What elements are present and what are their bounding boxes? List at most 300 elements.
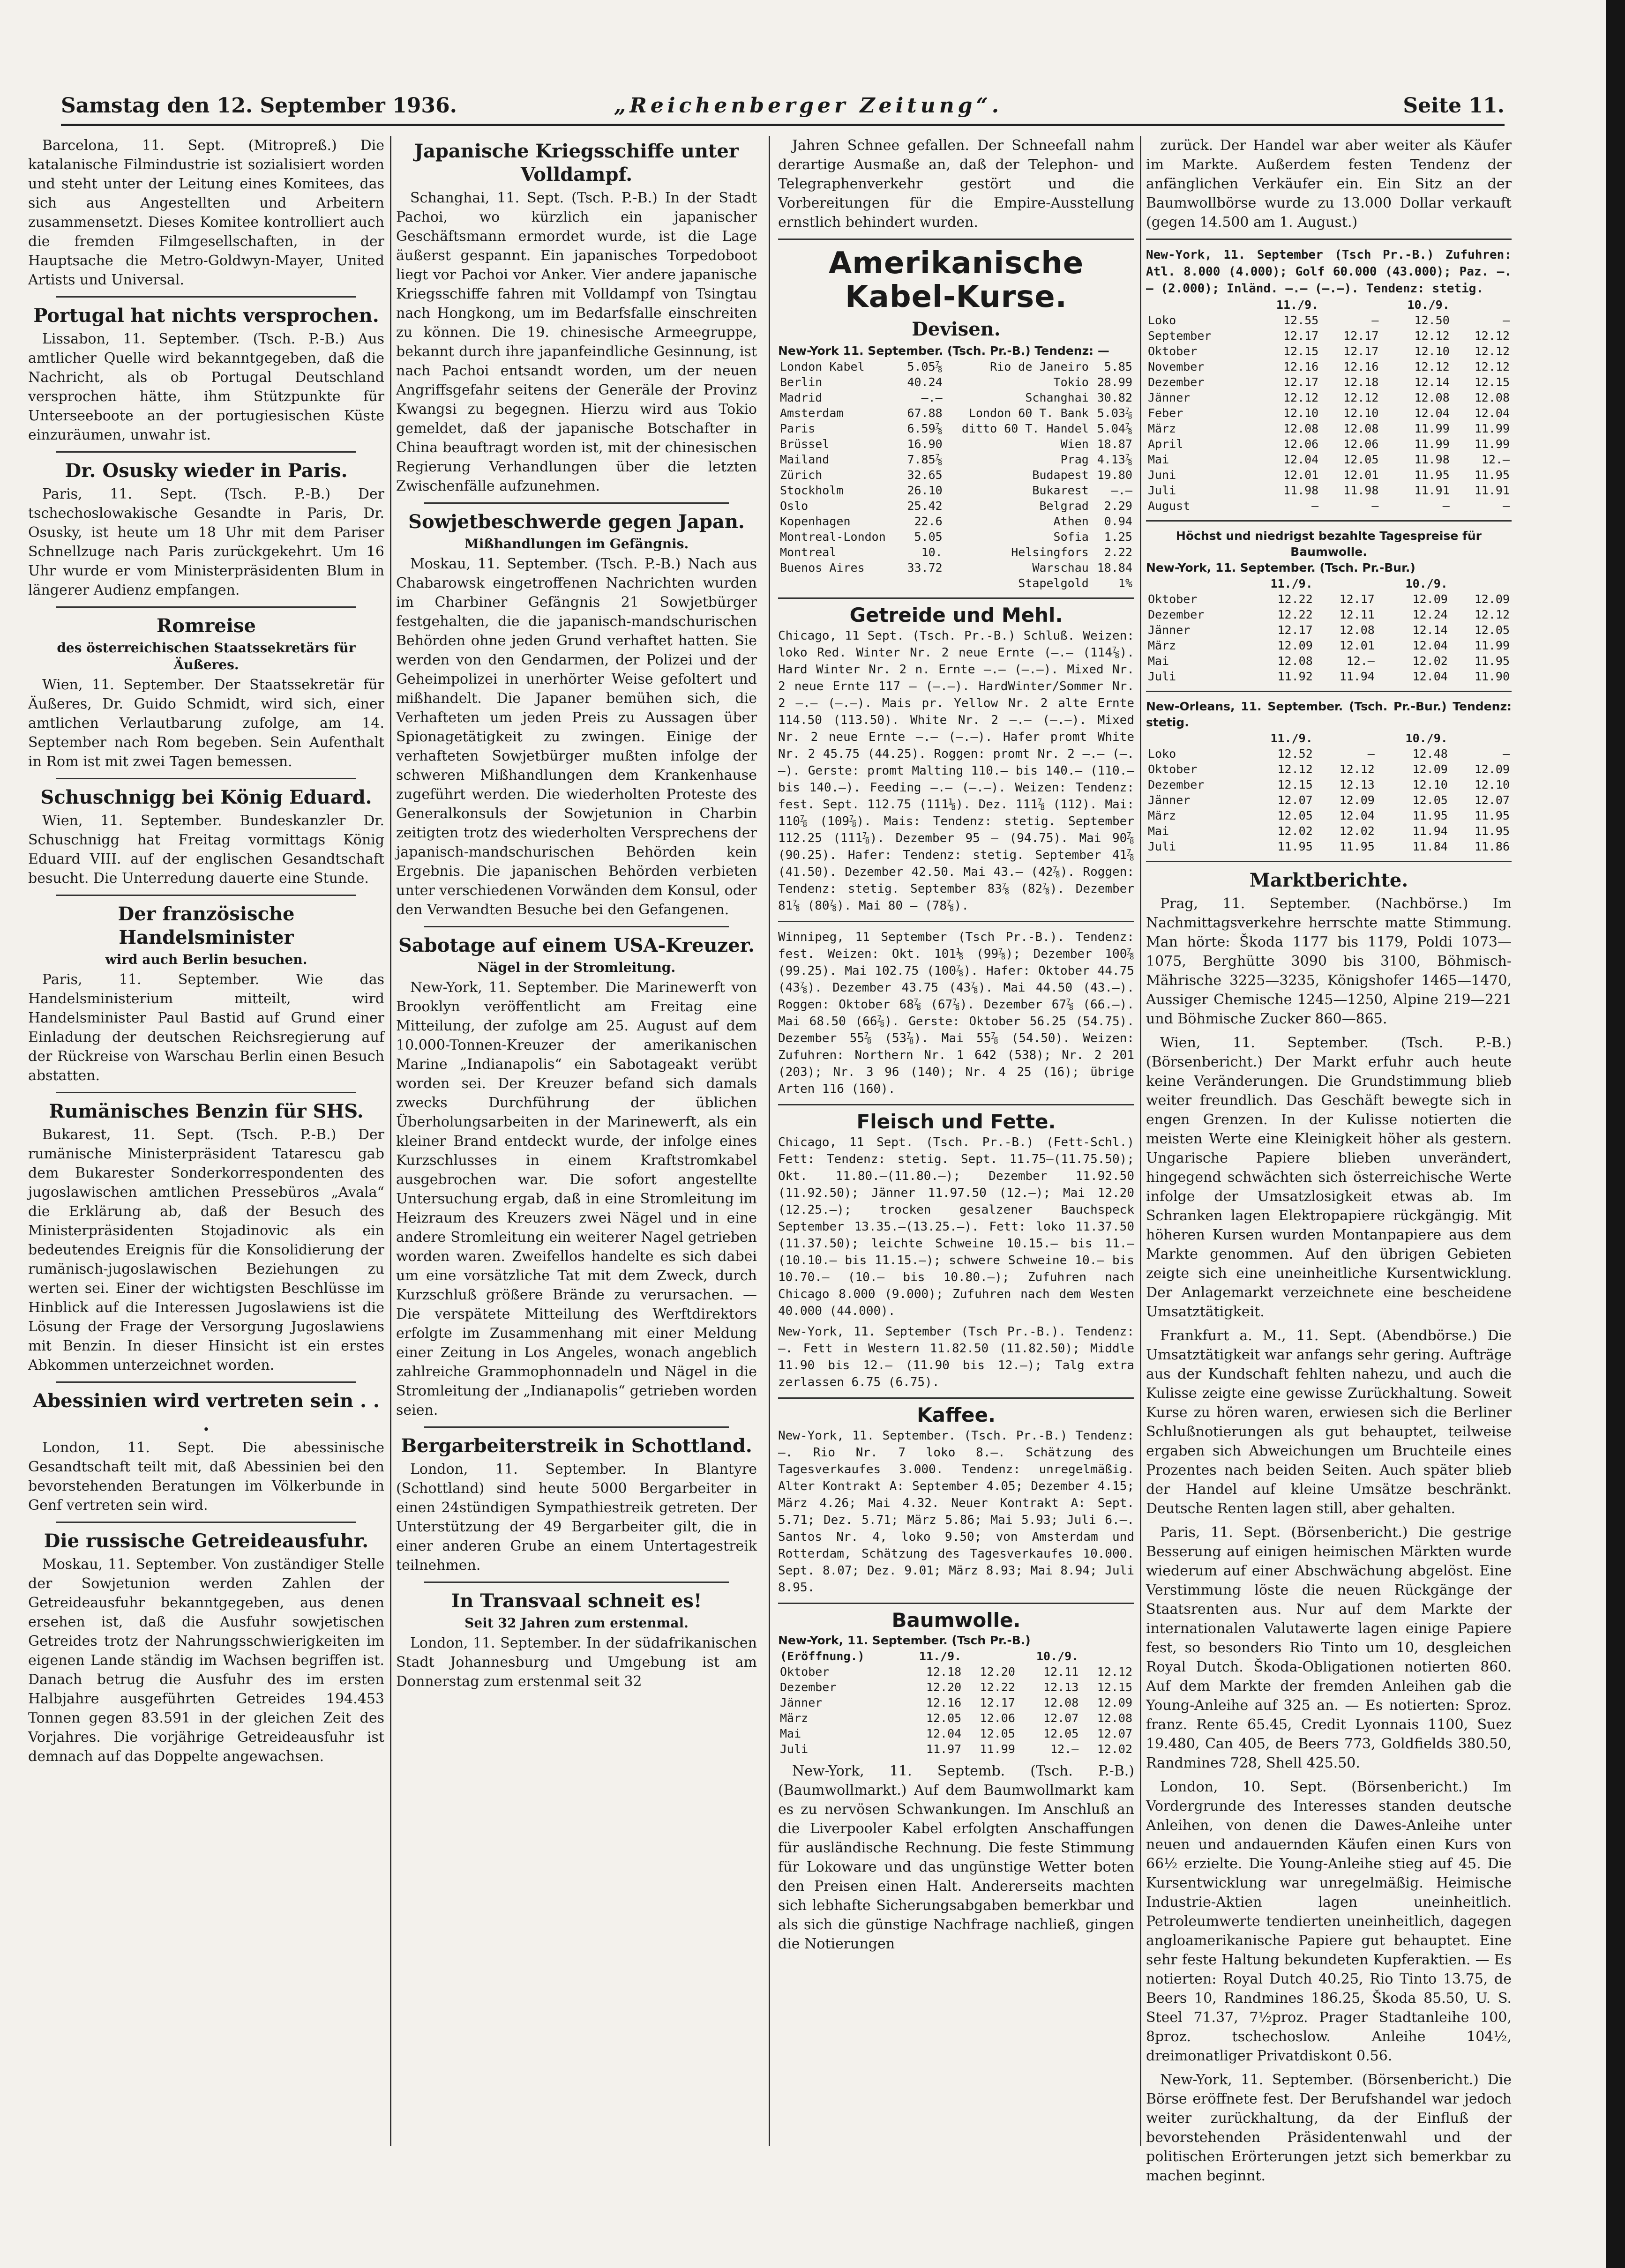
divider <box>778 1104 1134 1105</box>
table-cell: 12.12 <box>1343 391 1379 404</box>
table-cell: 12.04 <box>1283 453 1319 466</box>
table-cell: 12.09 <box>1277 639 1313 652</box>
table-cell: April <box>1148 437 1183 451</box>
baumwolle-table <box>778 1649 1134 1757</box>
table-cell: 11.91 <box>1414 484 1450 497</box>
table-header-cell: 10./9. <box>1036 1649 1079 1663</box>
table-cell: 11.99 <box>980 1742 1015 1756</box>
table-cell: 12.— <box>1050 1742 1079 1756</box>
table-row <box>1146 808 1512 823</box>
article-text: Lissabon, 11. September. (Tsch. P.-B.) Aus amtlicher Quelle wird bekanntgegeben, daß die Nachricht, als ob Portugal Deutschland versprochen hätte, ihm Stützpunkte für Unterseeboote an der portugiesischen Küste einzuräumen, unwahr ist. <box>28 331 384 443</box>
table-row <box>1146 359 1512 374</box>
getreide-headline: Getreide und Mehl. <box>849 604 1063 627</box>
table-cell: 12.08 <box>1097 1711 1132 1725</box>
table-cell: 5.04⅞ <box>1097 422 1132 435</box>
divider <box>56 296 356 298</box>
table-cell: 11.95 <box>1277 840 1313 853</box>
article-subheadline: Mißhandlungen im Gefängnis. <box>464 536 689 552</box>
table-row <box>1146 328 1512 343</box>
article-text: Paris, 11. Sept. (Tsch. P.-B.) Der tschechoslowakische Gesandte in Paris, Dr. Osusky, ist heute um 18 Uhr mit dem Pariser Schnellzuge nach Paris zurückgekehrt. Um 16 Uhr wurde er vom Ministerpräsidenten Blum in längerer Audienz empfangen. <box>28 486 384 598</box>
table-row <box>778 483 1134 498</box>
table-row <box>1146 653 1512 669</box>
table-row <box>1146 669 1512 684</box>
article-headline: Der französische Handelsminister <box>118 903 295 948</box>
divider <box>778 1397 1134 1399</box>
table-cell: 12.12 <box>1474 608 1510 621</box>
table-row <box>1146 421 1512 436</box>
table-row <box>778 436 1134 452</box>
table-cell: — <box>1311 499 1319 513</box>
article-text: Moskau, 11. September. Von zuständiger Stelle der Sowjetunion werden Zahlen der Getreideausfuhr bekanntgegeben, aus denen ersehen ist, daß die Ausfuhr sowjetischen Getreides trotz der Nahrungsschwierigkeiten im eigenen Lande ständig im Wachsen begriffen ist. Danach betrug die Ausfuhr des im ersten Halbjahre ausgeführten Getreides 194.453 Tonnen gegen 83.591 in der gleichen Zeit des Vorjahres. Die vorjährige Getreideausfuhr ist demnach auf das Doppelte angewachsen. <box>28 1556 384 1765</box>
table-cell: 32.65 <box>907 468 943 482</box>
table-cell: 1.25 <box>1104 530 1132 544</box>
table-cell: Tokio <box>1053 375 1089 389</box>
article-subheadline: des österreichischen Staatssekretärs für Äußeres. <box>57 640 356 672</box>
table-header-cell: 10./9. <box>1405 577 1448 590</box>
article-headline: Japanische Kriegsschiffe unter Volldampf. <box>414 140 739 186</box>
table-cell: — <box>1502 747 1510 761</box>
table-cell: 11.99 <box>1474 437 1510 451</box>
table-row <box>778 529 1134 545</box>
table-cell: — <box>1502 499 1510 513</box>
kabel-header: New-York 11. September. (Tsch. Pr.-B.) Tendenz: — <box>778 344 1109 358</box>
table-cell: März <box>1148 639 1176 652</box>
table-cell: Brüssel <box>780 437 830 451</box>
table-row <box>1146 622 1512 638</box>
table-cell: London 60 T. Bank <box>968 406 1089 420</box>
table-row <box>778 1664 1134 1679</box>
table-cell: — <box>1442 499 1450 513</box>
divider <box>1146 239 1512 240</box>
divider <box>56 778 356 779</box>
table-cell: Oslo <box>780 499 809 513</box>
table-cell: 12.04 <box>1414 406 1450 420</box>
table-cell: Juli <box>1148 840 1176 853</box>
table-row <box>1146 591 1512 607</box>
article <box>396 934 757 1420</box>
column-1 <box>28 136 384 2156</box>
article <box>28 614 384 771</box>
masthead <box>61 94 1505 126</box>
table-header-cell: 11./9. <box>1270 731 1313 745</box>
table-cell: Loko <box>1148 313 1176 327</box>
table-row <box>1146 343 1512 359</box>
table-cell: 12.02 <box>1412 654 1448 668</box>
table-cell: 12.04 <box>1339 809 1375 822</box>
table-cell: 12.13 <box>1043 1680 1079 1694</box>
table-cell: 12.12 <box>1339 762 1375 776</box>
table-cell: 11.95 <box>1474 824 1510 838</box>
markt-report: Wien, 11. September. (Tsch. P.-B.) (Börsenbericht.) Der Markt erfuhr auch heute keine Veränderungen. Die Grundstimmung blieb weiter freundlich. Das Geschäft bewegte sich in engen Grenzen. In der Kulisse notierten die meisten Werte eine Kleinigkeit höher als gestern. Ungarische Papiere blieben unverändert, hingegend schwächten sich österreichische Werte infolge der Umsatzlosigkeit etwas ab. Im Schranken lagen Elektropapiere rückgängig. Mit höheren Kursen wurden Montanpapiere aus dem Markte genommen. Auf den übrigen Gebieten zeigte sich eine uneinheitliche Kursentwicklung. Der Anlagemarkt verzeichnete eine bescheidene Umsatztätigkeit. <box>1146 1035 1512 1320</box>
table-cell: Mai <box>1148 453 1169 466</box>
fleisch-report: Chicago, 11 Sept. (Tsch. Pr.-B.) (Fett-Schl.) Fett: Tendenz: stetig. Sept. 11.75—(11.75.50); Okt. 11.80.—(11.80.—); Dezember 11.92.50 (11.92.50); Jänner 11.97.50 (12.—); Mai 12.20 (12.25.—); trocken gesalzener Bauchspeck September 13.35.—(13.25.—). Fett: loko 11.37.50 (11.37.50); leichte Schweine 10.15.— bis 11.—(10.10.— bis 11.15.—); schwere Schweine 10.— bis 10.70.— (10.— bis 10.80.—); Zufuhren nach Chicago 8.000 (9.000); Zufuhren nach dem Westen 40.000 (44.000). <box>778 1135 1134 1318</box>
table-cell: 12.— <box>1481 453 1510 466</box>
table-header-cell <box>1146 576 1242 591</box>
divider <box>1146 691 1512 692</box>
markt-report: Paris, 11. Sept. (Börsenbericht.) Die gestrige Besserung auf einigen heimischen Märkten wurde wiederum auf einer Abschwächung abgelöst. Eine Verstimmung löste die neuen Rückgänge der Staatsrenten aus. Nur auf dem Markte der internationalen Valutawerte lagen einige Papiere fest, so besonders Rio Tinto um 10, desgleichen Royal Dutch. Škoda-Obligationen notierten 860. Auf dem Markte der fremden Anleihen gab die Young-Anleihe auf 325 an. — Es notierten: Sproz. franz. Rente 65.45, Credit Lyonnais 1100, Suez 19.480, Can 405, de Beers 773, Goldfields 380.50, Randmines 728, Shell 425.50. <box>1146 1524 1512 1771</box>
table-cell: 12.05 <box>1277 809 1313 822</box>
table-cell: 12.10 <box>1474 778 1510 791</box>
table-cell: Montreal <box>780 545 837 559</box>
divider <box>424 926 729 927</box>
table-row <box>1146 792 1512 808</box>
table-cell: 12.12 <box>1414 329 1450 343</box>
table-cell: 30.82 <box>1097 391 1132 404</box>
table-row <box>1146 761 1512 777</box>
article-subheadline: Nägel in der Stromleitung. <box>477 960 676 975</box>
article-headline: Bergarbeiterstreik in Schottland. <box>401 1435 752 1457</box>
table-cell: 12.07 <box>1277 793 1313 807</box>
article-text: London, 11. September. In der südafrikanischen Stadt Johannesburg und Umgebung ist am Donnerstag zum erstenmal seit 32 <box>396 1635 757 1690</box>
table-cell: Belgrad <box>1039 499 1089 513</box>
table-cell: 18.87 <box>1097 437 1132 451</box>
table-cell: Buenos Aires <box>780 561 865 574</box>
table-cell: 11.99 <box>1414 437 1450 451</box>
table-cell: 12.09 <box>1097 1696 1132 1709</box>
table-cell: 12.08 <box>1414 391 1450 404</box>
table-row <box>778 498 1134 514</box>
table-header-cell: (Eröffnung.) <box>780 1649 865 1663</box>
table-cell: 4.13⅞ <box>1097 453 1132 466</box>
table-cell: 11.97 <box>926 1742 962 1756</box>
article <box>28 786 384 888</box>
table-cell: 0.94 <box>1104 515 1132 528</box>
baumwollmarkt-report: New-York, 11. Septemb. (Tsch. P.-B.) (Baumwollmarkt.) Auf dem Baumwollmarkt kam es zu nervösen Schwankungen. Im Anschluß an die Liverpooler Kabel erfolgten Anschaffungen für ausländische Rechnung. Die feste Stimmung für Lokoware und das ungünstige Wetter boten den Preisen einen Halt. Andererseits machten sich lebhafte Sicherungsabgaben bemerkbar und als sich die günstige Nachfrage nachließ, gingen die Notierungen <box>778 1763 1134 1952</box>
markt-report: Frankfurt a. M., 11. Sept. (Abendbörse.) Die Umsatztätigkeit war anfangs sehr gering. Aufträge aus der Kundschaft fehlten nahezu, und auch die Kulisse zeigte eine gewisse Zurückhaltung. Soweit Kurse zu hören waren, erwiesen sich die Berliner Schlußnotierungen als gut behauptet, teilweise ergaben sich Abweichungen um Bruchteile eines Prozentes nach beiden Seiten. Auch später blieb der Handel auf kleine Umsätze beschränkt. Deutsche Renten lagen still, aber gehalten. <box>1146 1328 1512 1517</box>
table-cell: 12.12 <box>1283 391 1319 404</box>
table-cell: 11.86 <box>1474 840 1510 853</box>
table-cell: 11.95 <box>1474 468 1510 482</box>
table-cell: 12.18 <box>926 1665 962 1679</box>
marktberichte-headline: Marktberichte. <box>1249 869 1408 891</box>
table-cell: Stapelgold <box>1018 576 1089 590</box>
table-header-cell <box>1315 731 1377 746</box>
table-cell: Feber <box>1148 406 1183 420</box>
table-cell: Kopenhagen <box>780 515 851 528</box>
masthead-date: Samstag den 12. September 1936. <box>61 94 457 118</box>
table-cell: 12.14 <box>1412 623 1448 637</box>
article-text: Bukarest, 11. Sept. (Tsch. P.-B.) Der rumänische Ministerpräsident Tatarescu gab dem Bukarester Sonderkorrespondenten des jugoslawischen amtlichen Pressebüros „Avala“ die Erklärung ab, daß der Besuch des Ministerpräsidenten Stojadinovic als ein bedeutendes Ereignis für die Konsolidierung der rumänisch-jugoslawischen Beziehungen zu werten sei. Einer der wichtigsten Beschlüsse im Hinblick auf die Interessen Jugoslawiens ist die Lösung der Frage der Versorgung Jugoslawiens mit Benzin. In dieser Hinsicht ist ein erstes Abkommen unterzeichnet worden. <box>28 1127 384 1373</box>
table-cell: 16.90 <box>907 437 943 451</box>
table-row <box>1146 777 1512 792</box>
baumwolle-ny-table <box>1146 297 1512 514</box>
table-row <box>778 467 1134 483</box>
table-row <box>778 545 1134 560</box>
table-row <box>1146 405 1512 421</box>
table-cell: 11.98 <box>1283 484 1319 497</box>
table-cell: 12.50 <box>1414 313 1450 327</box>
table-cell: Oktober <box>780 1665 830 1679</box>
table-cell: Berlin <box>780 375 823 389</box>
table-cell: Jänner <box>780 1696 823 1709</box>
table-header-cell <box>1315 576 1377 591</box>
table-cell: 12.10 <box>1412 778 1448 791</box>
table-cell: Mailand <box>780 453 830 466</box>
table-cell: 12.10 <box>1414 344 1450 358</box>
getreide-report: Chicago, 11 Sept. (Tsch. Pr.-B.) Schluß. Weizen: loko Red. Winter Nr. 2 neue Ernte (—.— (114⅞). Hard Winter Nr. 2 n. Ernte —.— (—.—). Mixed Nr. 2 neue Ernte 117 — (—.—). HardWinter/Sommer Nr. 2 —.— (—.—). Mais pr. Yellow Nr. 2 alte Ernte 114.50 (113.50). White Nr. 2 —.— (—.—). Mixed Nr. 2 neue Ernte —.— (—.—). Hafer promt White Nr. 2 45.75 (44.25). Roggen: promt Nr. 2 —.— (—.—). Gerste: promt Malting 110.— bis 140.— (110.— bis 140.—). Feeding —.— (—.—). Weizen: Tendenz: fest. Sept. 112.75 (111⅛). Dez. 111⅞ (112). Mai: 110⅞ (109⅞). Mais: Tendenz: stetig. September 112.25 (111⅞). Dezember 95 — (94.75). Mai 90⅞ (90.25). Hafer: Tendenz: stetig. September 41⅞ (41.50). Dezember 42.50. Mai 43.— (42⅞). Roggen: Tendenz: stetig. September 83⅞ (82⅞). Dezember 81⅞ (80⅞). Mai 80 — (78⅞). <box>778 629 1134 913</box>
article-headline: Abessinien wird vertreten sein . . . <box>33 1390 380 1435</box>
table-cell: Mai <box>1148 654 1169 668</box>
table-header-row <box>778 1649 1134 1664</box>
table-cell: 11.95 <box>1412 809 1448 822</box>
table-cell: 12.16 <box>1283 360 1319 373</box>
winnipeg-report: Winnipeg, 11 September (Tsch Pr.-B.). Tendenz: fest. Weizen: Okt. 101⅛ (99⅞); Dezember 100⅞ (99.25). Mai 102.75 (100⅞). Hafer: Oktober 44.75 (43⅞). Dezember 43.75 (43⅞). Mai 44.50 (43.—). Roggen: Oktober 68⅞ (67⅞). Dezember 67⅞ (66.—). Mai 68.50 (66⅞). Gerste: Oktober 56.25 (54.75). Dezember 55⅞ (53⅞). Mai 55⅞ (54.50). Weizen: Zufuhren: Northern Nr. 1 642 (538); Nr. 2 201 (203); Nr. 3 96 (140); Nr. 4 25 (16); übrige Arten 116 (160). <box>778 930 1134 1096</box>
table-cell: März <box>1148 809 1176 822</box>
divider <box>56 1522 356 1523</box>
table-cell: 12.08 <box>1339 623 1375 637</box>
table-cell: —.— <box>1111 484 1132 497</box>
table-row <box>778 1726 1134 1741</box>
table-cell: Mai <box>1148 824 1169 838</box>
table-cell: Juli <box>1148 670 1176 683</box>
table-cell: Wien <box>1060 437 1089 451</box>
table-cell: September <box>1148 329 1212 343</box>
table-row <box>778 405 1134 421</box>
table-cell: 1% <box>1118 576 1132 590</box>
article <box>396 140 757 496</box>
column-4 <box>1146 136 1512 2184</box>
table-cell: 12.10 <box>1343 406 1379 420</box>
table-cell: 12.12 <box>1414 360 1450 373</box>
table-cell: 12.24 <box>1412 608 1448 621</box>
hoechst-ny-header: New-York, 11. September. (Tsch. Pr.-Bur.) <box>1146 561 1415 574</box>
table-cell: 12.04 <box>1412 639 1448 652</box>
table-row <box>778 452 1134 467</box>
table-cell: Jänner <box>1148 623 1191 637</box>
article-text: London, 11. September. In Blantyre (Schottland) sind heute 5000 Bergarbeiter in einen 24stündigen Sympathiestreik getreten. Der Unterstützung der 49 Bergarbeiter gilt, die in einer anderen Grube an einem Untertagestreik teilnehmen. <box>396 1461 757 1574</box>
table-cell: 12.17 <box>1339 592 1375 606</box>
table-cell: März <box>780 1711 809 1725</box>
table-cell: 12.12 <box>1097 1665 1132 1679</box>
table-cell: 12.08 <box>1343 422 1379 435</box>
table-row <box>778 1695 1134 1710</box>
table-cell: 12.02 <box>1097 1742 1132 1756</box>
table-cell: 67.88 <box>907 406 943 420</box>
table-row <box>778 421 1134 436</box>
table-cell <box>778 575 901 591</box>
table-cell: 12.09 <box>1412 592 1448 606</box>
table-cell: 12.18 <box>1343 375 1379 389</box>
table-cell: 12.17 <box>1277 623 1313 637</box>
table-row <box>778 1710 1134 1726</box>
table-cell: 2.29 <box>1104 499 1132 513</box>
table-cell: Sofia <box>1053 530 1089 544</box>
table-cell: Madrid <box>780 391 823 404</box>
table-cell: 12.17 <box>980 1696 1015 1709</box>
table-cell: 12.— <box>1346 654 1375 668</box>
table-cell: 12.20 <box>980 1665 1015 1679</box>
divider <box>424 502 729 504</box>
table-row <box>1146 746 1512 761</box>
table-cell: 12.09 <box>1474 762 1510 776</box>
table-cell: 11.95 <box>1414 468 1450 482</box>
table-cell: 12.48 <box>1412 747 1448 761</box>
table-row <box>778 374 1134 390</box>
table-cell: 12.01 <box>1343 468 1379 482</box>
table-cell: — <box>1371 313 1379 327</box>
divider <box>56 895 356 896</box>
table-row <box>778 560 1134 575</box>
table-cell: 12.12 <box>1474 344 1510 358</box>
table-cell: Warschau <box>1032 561 1089 574</box>
table-cell: 12.15 <box>1277 778 1313 791</box>
article <box>28 1389 384 1515</box>
table-cell: 12.55 <box>1283 313 1319 327</box>
article-headline: In Transvaal schneit es! <box>451 1590 702 1612</box>
masthead-paper-title: „Reichenberger Zeitung“. <box>614 94 1003 118</box>
table-cell: 11.94 <box>1339 670 1375 683</box>
table-cell: 6.59⅞ <box>907 422 943 435</box>
divider <box>778 921 1134 922</box>
table-cell: 12.15 <box>1283 344 1319 358</box>
article <box>28 459 384 600</box>
table-cell: 12.13 <box>1339 778 1375 791</box>
markt-report: New-York, 11. September. (Börsenbericht.) Die Börse eröffnete fest. Der Berufshandel war jedoch weiter zurückhaltung, da der Einfluß der bevorstehenden Präsidentenwahl und der politischen Erörterungen jetzt sich bemerkbar zu machen beginnt. <box>1146 2072 1512 2184</box>
table-cell: 11.95 <box>1474 809 1510 822</box>
table-cell: 12.08 <box>1043 1696 1079 1709</box>
article <box>28 304 384 445</box>
table-cell: 12.17 <box>1283 375 1319 389</box>
table-row <box>1146 390 1512 405</box>
article-headline: Romreise <box>157 615 256 637</box>
table-cell: 12.07 <box>1043 1711 1079 1725</box>
table-cell: Oktober <box>1148 762 1198 776</box>
table-cell: 12.07 <box>1097 1727 1132 1740</box>
divider <box>424 1582 729 1583</box>
divider <box>1146 520 1512 522</box>
table-header-row <box>1146 731 1512 746</box>
table-cell: Juli <box>1148 484 1176 497</box>
table-row <box>1146 483 1512 498</box>
article-text: Schanghai, 11. Sept. (Tsch. P.-B.) In der Stadt Pachoi, wo kürzlich ein japanischer Geschäftsmann ermordet wurde, ist die Lage äußerst gespannt. Ein japanisches Torpedoboot liegt vor Pachoi vor Anker. Vier andere japanische Kriegsschiffe fahren mit Volldampf von Tsingtau nach Hongkong, um im Bedarfsfalle einschreiten zu können. Die 19. chinesische Armeegruppe, bekannt durch ihre japanfeindliche Gesinnung, ist nach Pachoi entsandt worden, um der neuen Angriffsgefahr seitens der Generäle der Provinz Kwangsi zu begegnen. Hierzu wird aus Tokio gemeldet, daß der japanische Botschafter in China beauftragt worden ist, mit der chinesischen Regierung Verhandlungen über die letzten Zwischenfälle aufzunehmen. <box>396 190 757 494</box>
baumwolle-ny-header: New-York, 11. September (Tsch Pr.-B.) Zufuhren: Atl. 8.000 (4.000); Golf 60.000 (43.000); Paz. —.— (2.000); Inländ. —.— (—.—). Tendenz: stetig. <box>1146 248 1512 296</box>
table-header-cell <box>1080 1649 1134 1664</box>
table-cell <box>901 575 944 591</box>
article-headline: Schuschnigg bei König Eduard. <box>40 786 372 808</box>
table-cell: 40.24 <box>907 375 943 389</box>
table-row <box>1146 467 1512 483</box>
table-cell: 11.94 <box>1412 824 1448 838</box>
table-cell: Mai <box>780 1727 801 1740</box>
table-cell: 12.08 <box>1283 422 1319 435</box>
table-cell: Oktober <box>1148 592 1198 606</box>
table-header-cell <box>1450 576 1512 591</box>
article <box>396 1434 757 1575</box>
table-cell: 11.95 <box>1474 654 1510 668</box>
table-cell: 12.10 <box>1283 406 1319 420</box>
table-cell: Jänner <box>1148 793 1191 807</box>
table-row <box>1146 313 1512 328</box>
table-cell: Stockholm <box>780 484 844 497</box>
divider <box>1146 861 1512 862</box>
table-cell: Dezember <box>1148 608 1205 621</box>
table-row <box>1146 436 1512 452</box>
article-headline: Die russische Getreideausfuhr. <box>44 1530 369 1552</box>
table-cell: 12.01 <box>1339 639 1375 652</box>
table-cell: 12.06 <box>980 1711 1015 1725</box>
table-cell: Oktober <box>1148 344 1198 358</box>
table-cell: 12.05 <box>1043 1727 1079 1740</box>
table-cell: 12.11 <box>1339 608 1375 621</box>
table-header-row <box>1146 576 1512 591</box>
table-cell: Schanghai <box>1025 391 1089 404</box>
article-headline: Sowjetbeschwerde gegen Japan. <box>408 511 745 533</box>
table-header-cell <box>1450 731 1512 746</box>
column-rule <box>1140 136 1141 2146</box>
table-header-cell: 11./9. <box>919 1649 962 1663</box>
table-cell: 12.09 <box>1412 762 1448 776</box>
table-cell: 7.85⅞ <box>907 453 943 466</box>
table-cell: Juli <box>780 1742 809 1756</box>
article-headline: Rumänisches Benzin für SHS. <box>49 1100 364 1122</box>
article-text: Wien, 11. September. Der Staatssekretär für Äußeres, Dr. Guido Schmidt, wird sich, einer amtlichen Verlautbarung zufolge, am 14. September nach Rom begeben. Sein Aufenthalt in Rom ist mit zwei Tagen bemessen. <box>28 677 384 770</box>
table-cell: Athen <box>1053 515 1089 528</box>
table-cell: 11.99 <box>1414 422 1450 435</box>
article-headline: Dr. Osusky wieder in Paris. <box>65 460 348 482</box>
table-cell: 12.06 <box>1343 437 1379 451</box>
table-cell: 11.95 <box>1339 840 1375 853</box>
article-headline: Portugal hat nichts versprochen. <box>33 305 379 327</box>
article-subheadline: wird auch Berlin besuchen. <box>105 952 307 967</box>
table-cell: Amsterdam <box>780 406 844 420</box>
table-header-cell <box>1320 297 1380 313</box>
divider <box>778 597 1134 599</box>
table-cell: 12.16 <box>926 1696 962 1709</box>
table-cell: 33.72 <box>907 561 943 574</box>
table-cell: 12.17 <box>1343 329 1379 343</box>
table-cell: Dezember <box>1148 778 1205 791</box>
table-cell: 11.92 <box>1277 670 1313 683</box>
table-cell: 11.90 <box>1474 670 1510 683</box>
new-orleans-header: New-Orleans, 11. September. (Tsch. Pr.-Bur.) Tendenz: stetig. <box>1146 700 1512 729</box>
table-row <box>778 359 1134 374</box>
table-cell: 25.42 <box>907 499 943 513</box>
table-cell: 19.80 <box>1097 468 1132 482</box>
table-header-cell <box>1146 731 1242 746</box>
table-row <box>1146 498 1512 514</box>
markt-report: Prag, 11. September. (Nachbörse.) Im Nachmittagsverkehre herrschte matte Stimmung. Man hörte: Škoda 1177 bis 1179, Poldi 1073—1075, Berghütte 3090 bis 3100, Böhmisch-Mährische 3225—3235, Königshofer 1465—1470, Aussiger Chemische 1245—1250, Alpine 219—221 und Böhmische Zucker 860—865. <box>1146 895 1512 1027</box>
table-cell: 5.05⅞ <box>907 360 943 373</box>
table-cell: 22.6 <box>914 515 943 528</box>
table-row <box>778 1679 1134 1695</box>
table-cell: Paris <box>780 422 816 435</box>
table-cell: Montreal-London <box>780 530 886 544</box>
table-cell: 12.12 <box>1277 762 1313 776</box>
table-header-cell <box>963 1649 1017 1664</box>
table-cell: 12.05 <box>926 1711 962 1725</box>
markt-report: London, 10. Sept. (Börsenbericht.) Im Vordergrunde des Interesses standen deutsche Anleihen, von denen die Dawes-Anleihe unter neuen und andauernden Käufen einen Kurs von 66½ erzielte. Die Young-Anleihe stieg auf 45. Die Kursentwicklung war unregelmäßig. Heimische Industrie-Aktien lagen uneinheitlich. Petroleumwerte tendierten uneinheitlich, dagegen angloamerikanische Papiere gut behauptet. Eine sehr feste Haltung bekundeten Kupferaktien. — Es notierten: Royal Dutch 40.25, Rio Tinto 13.75, de Beers 10, Randmines 186.25, Škoda 85.50, U. S. Steel 71.37, 7½proz. Prager Stadtanleihe 100, 8proz. tschechoslow. Anleihe 104½, dreimonatliger Privatdiskont 0.56. <box>1146 1779 1512 2064</box>
table-row <box>1146 607 1512 622</box>
table-cell: Jänner <box>1148 391 1191 404</box>
table-cell: 11.84 <box>1412 840 1448 853</box>
table-cell: 2.22 <box>1104 545 1132 559</box>
table-cell: März <box>1148 422 1176 435</box>
table-cell: 12.07 <box>1474 793 1510 807</box>
table-cell: 12.52 <box>1277 747 1313 761</box>
table-cell: 12.05 <box>1474 623 1510 637</box>
table-cell: 12.08 <box>1474 391 1510 404</box>
table-cell: 12.09 <box>1474 592 1510 606</box>
table-cell: — <box>1502 313 1510 327</box>
masthead-page-number: Seite 11. <box>1403 94 1505 118</box>
fleisch-headline: Fleisch und Fette. <box>856 1110 1056 1133</box>
table-cell: London Kabel <box>780 360 865 373</box>
table-cell: Budapest <box>1032 468 1089 482</box>
kaffee-report: New-York, 11. September. (Tsch. Pr.-B.) Tendenz: —. Rio Nr. 7 loko 8.—. Schätzung des Tagesverkaufes 3.000. Tendenz: unregelmäßig. Alter Kontrakt A: September 4.05; Dezember 4.15; März 4.26; Mai 4.32. Neuer Kontrakt A: Sept. 5.71; Dez. 5.71; März 5.86; Mai 5.93; Juli 6.—. Santos Nr. 4, loko 9.50; von Amsterdam und Rotterdam, Schätzung des Tagesverkaufes 10.000. Sept. 8.07; Dez. 9.01; März 8.93; Mai 8.94; Juli 8.95. <box>778 1429 1134 1595</box>
article <box>396 1589 757 1691</box>
article-headline: Sabotage auf einem USA-Kreuzer. <box>398 934 755 956</box>
divider <box>778 239 1134 240</box>
